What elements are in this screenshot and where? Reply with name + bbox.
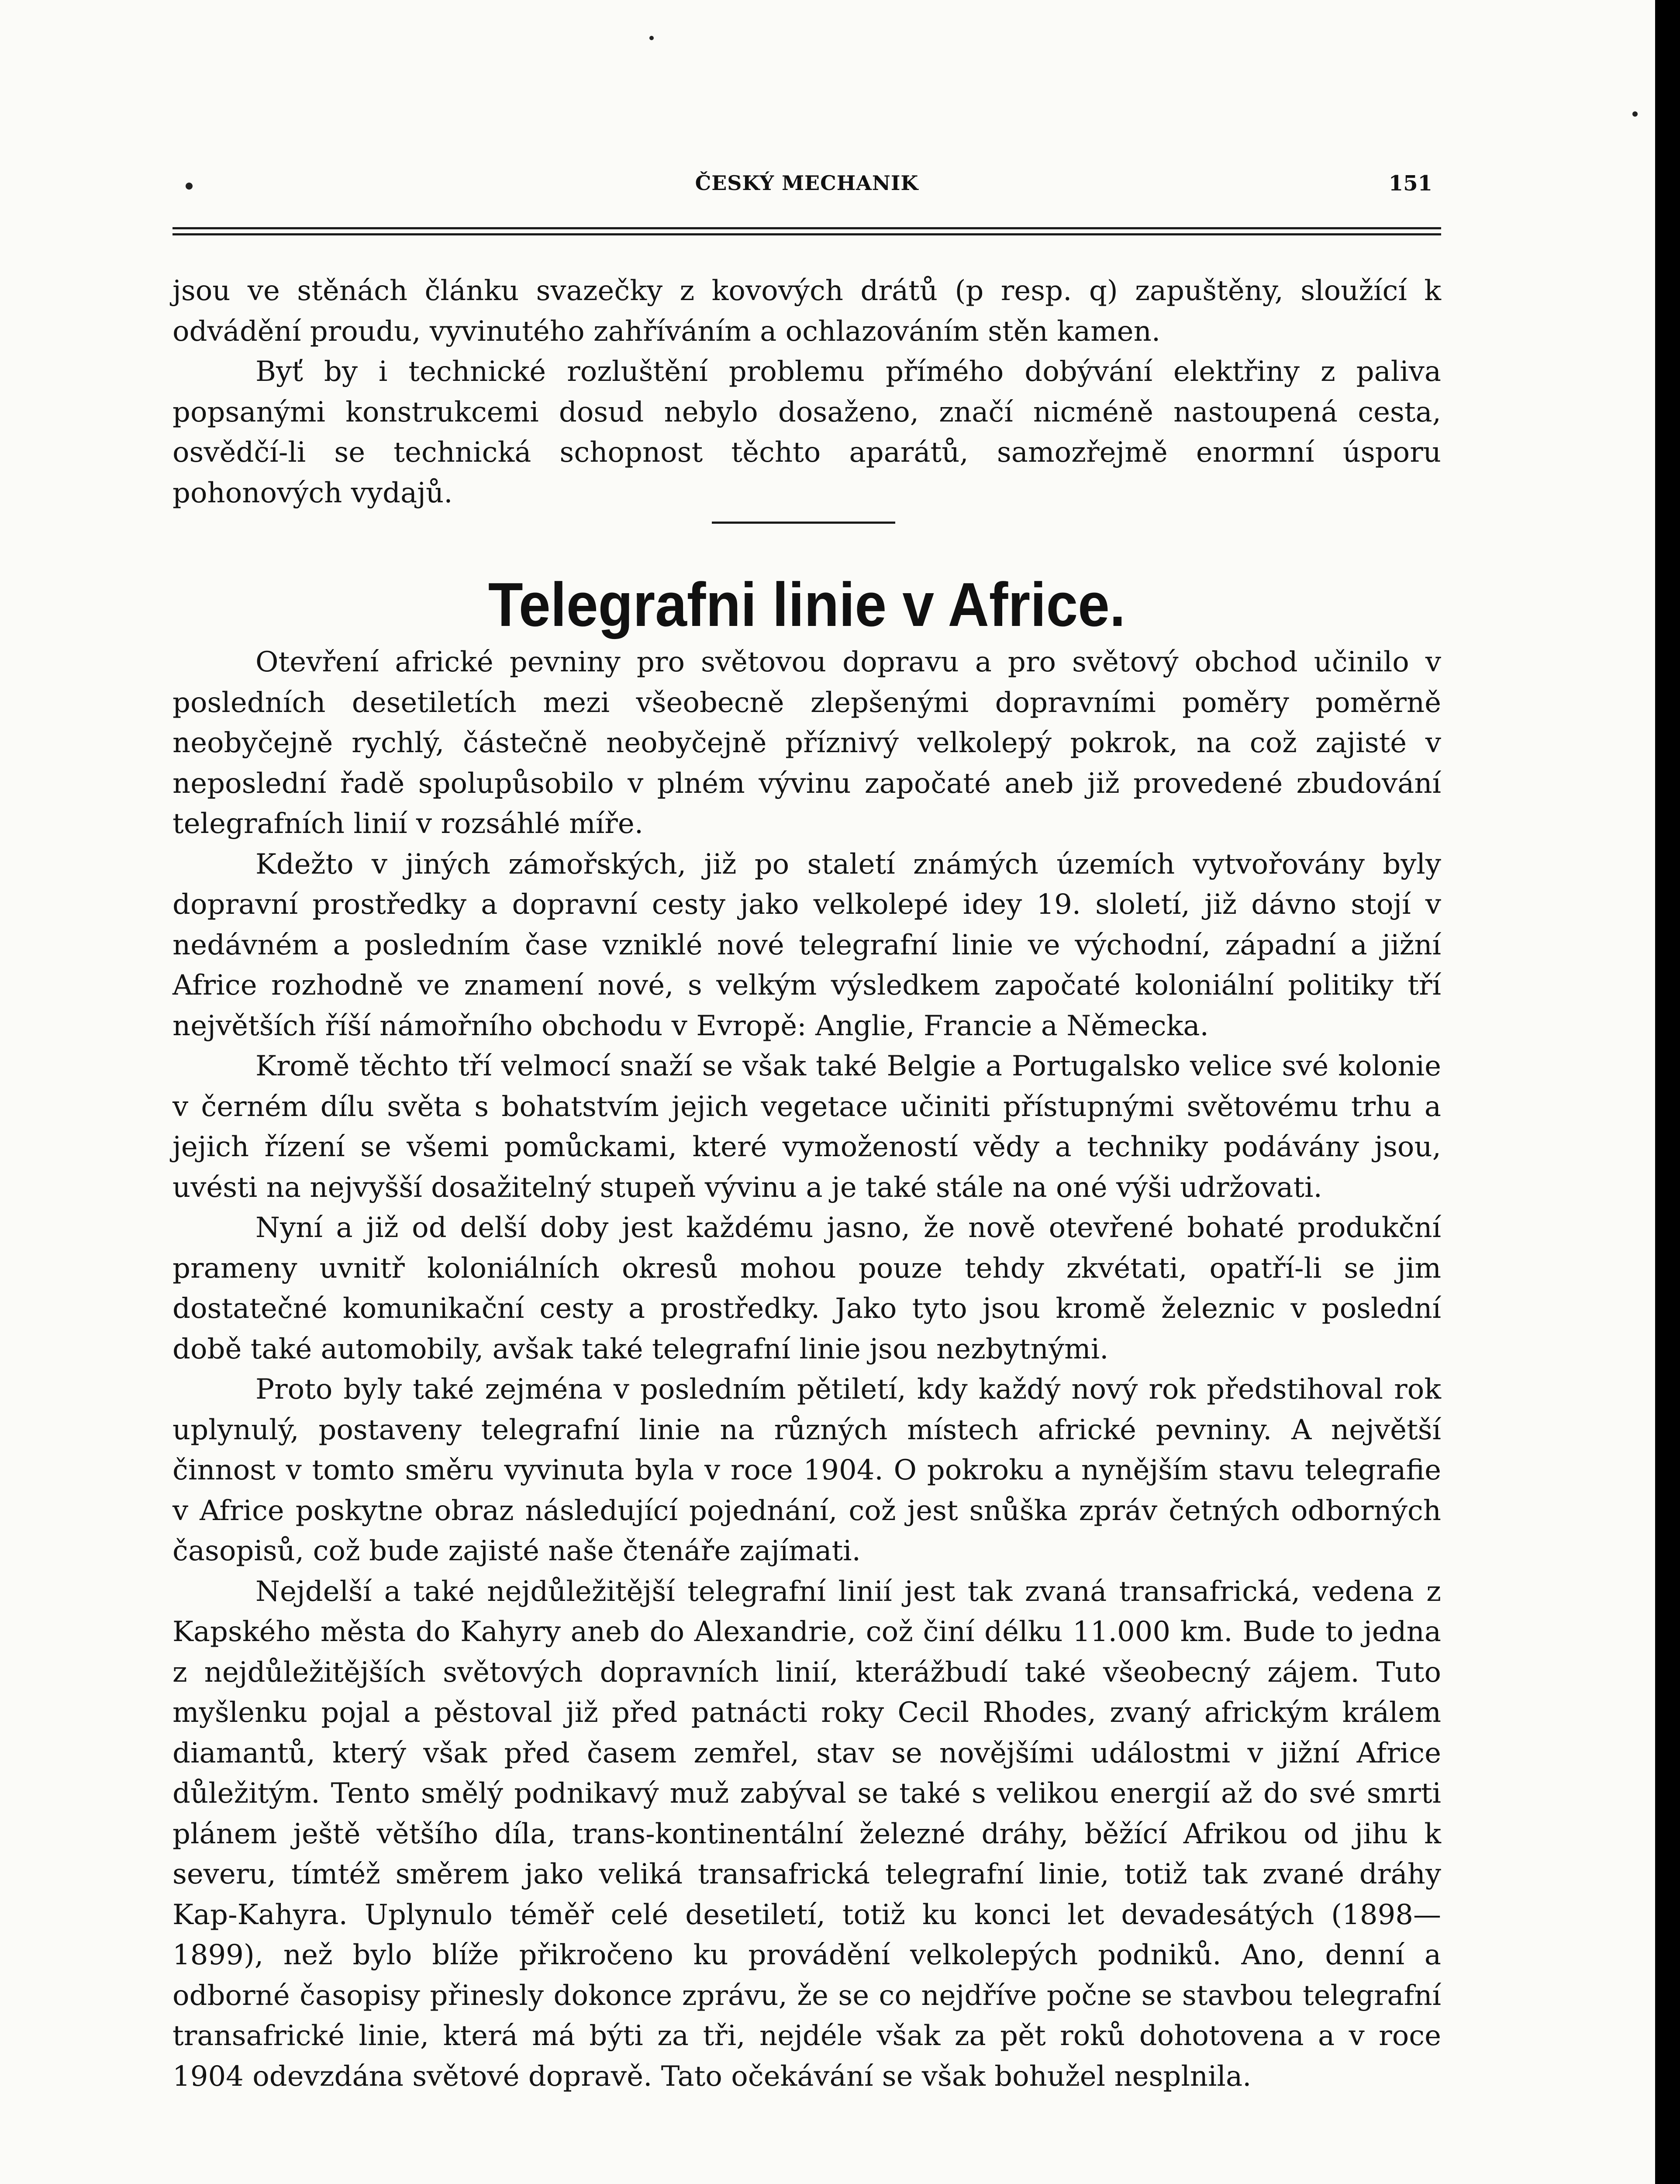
section-divider: [712, 522, 895, 524]
intro-text: [172, 271, 1441, 513]
article-paragraph: Proto byly také zejména v posledním pětiletí, kdy každý nový rok předstihoval rok uplynulý, postaveny telegrafní linie na různých místech africké pevniny. A největší činnost v tomto směru vyvinuta byla v roce 1904. O pokroku a nynějším stavu telegrafie v Africe poskytne obraz následující pojednání, což jest snůška zpráv četných odborných časopisů, což bude zajisté naše čtenáře zajímati.: [172, 1373, 1441, 1567]
article-paragraph: Nejdelší a také nejdůležitější telegrafní linií jest tak zvaná transafrická, vedena z Kapského města do Kahyry aneb do Alexandrie, což činí délku 11.000 km. Bude to jedna z nejdůležitějších světových dopravních linií, kterážbudí také všeobecný zájem. Tuto myšlenku pojal a pěstoval již před patnácti roky Cecil Rhodes, zvaný africkým králem diamantů, který však před časem zemřel, stav se novějšími událostmi v jižní Africe důležitým. Tento smělý podnikavý muž zabýval se také s velikou energií až do své smrti plánem ještě většího díla, trans-kontinentální železné dráhy, běžící Afrikou od jihu k severu, tímtéž směrem jako veliká transafrická telegrafní linie, totiž tak zvané dráhy Kap-Kahyra. Uplynulo téměř celé desetiletí, totiž ku konci let devadesátých (1898—1899), než bylo blíže přikročeno ku provádění velkolepých podniků. Ano, denní a odborné časopisy přinesly dokonce zprávu, že se co nejdříve počne se stavbou telegrafní transafrické linie, která má býti za tři, nejdéle však za pět roků dohotovena a v roce 1904 odevzdána světové dopravě. Tato očekávání se však bohužel nesplnila.: [172, 1575, 1441, 2093]
page-number: 151: [1388, 171, 1432, 196]
header-rule-top: [172, 227, 1441, 229]
intro-paragraph: Byť by i technické rozluštění problemu přímého dobývání elektřiny z paliva popsanými konstrukcemi dosud nebylo dosaženo, značí nicméně nastoupená cesta, osvědčí-li se technická schopnost těchto aparátů, samozřejmě enormní úsporu pohonových vydajů.: [172, 356, 1441, 509]
scan-speck: [1632, 111, 1638, 117]
intro-paragraph: jsou ve stěnách článku svazečky z kovových drátů (p resp. q) zapuštěny, sloužící k odvádění proudu, vyvinutého zahříváním a ochlazováním stěn kamen.: [172, 275, 1441, 348]
article-paragraph: Kromě těchto tří velmocí snaží se však také Belgie a Portugalsko velice své kolonie v černém dílu světa s bohatstvím jejich vegetace učiniti přístupnými světovému trhu a jejich řízení se všemi pomůckami, které vymožeností vědy a techniky podávány jsou, uvésti na nejvyšší dosažitelný stupeň vývinu a je také stále na oné výši udržovati.: [172, 1050, 1441, 1204]
page-header: [172, 171, 1441, 206]
scan-speck: [649, 36, 654, 40]
article-body: [172, 642, 1441, 2097]
article-paragraph: Kdežto v jiných zámořských, již po staletí známých územích vytvořovány byly dopravní prostředky a dopravní cesty jako velkolepé idey 19. sloletí, již dávno stojí v nedávném a posledním čase vzniklé nové telegrafní linie ve východní, západní a jižní Africe rozhodně ve znamení nové, s velkým výsledkem započaté koloniální politiky tří největších říší námořního obchodu v Evropě: Anglie, Francie a Německa.: [172, 848, 1441, 1042]
article-title: Telegrafni linie v Africe.: [488, 570, 1126, 639]
article-paragraph: Otevření africké pevniny pro světovou dopravu a pro světový obchod učinilo v posledních desetiletích mezi všeobecně zlepšenými dopravními poměry poměrně neobyčejně rychlý, částečně neobyčejně příznivý velkolepý pokrok, na což zajisté v neposlední řadě spolupůsobilo v plném vývinu započaté aneb již provedené zbudování telegrafních linií v rozsáhlé míře.: [172, 646, 1441, 840]
header-rule-bottom: [172, 233, 1441, 235]
article-paragraph: Nyní a již od delší doby jest každému jasno, že nově otevřené bohaté produkční prameny uvnitř koloniálních okresů mohou pouze tehdy zkvétati, opatří-li se jim dostatečné komunikační cesty a prostředky. Jako tyto jsou kromě železnic v poslední době také automobily, avšak také telegrafní linie jsou nezbytnými.: [172, 1212, 1441, 1365]
running-title: ČESKÝ MECHANIK: [695, 171, 919, 195]
